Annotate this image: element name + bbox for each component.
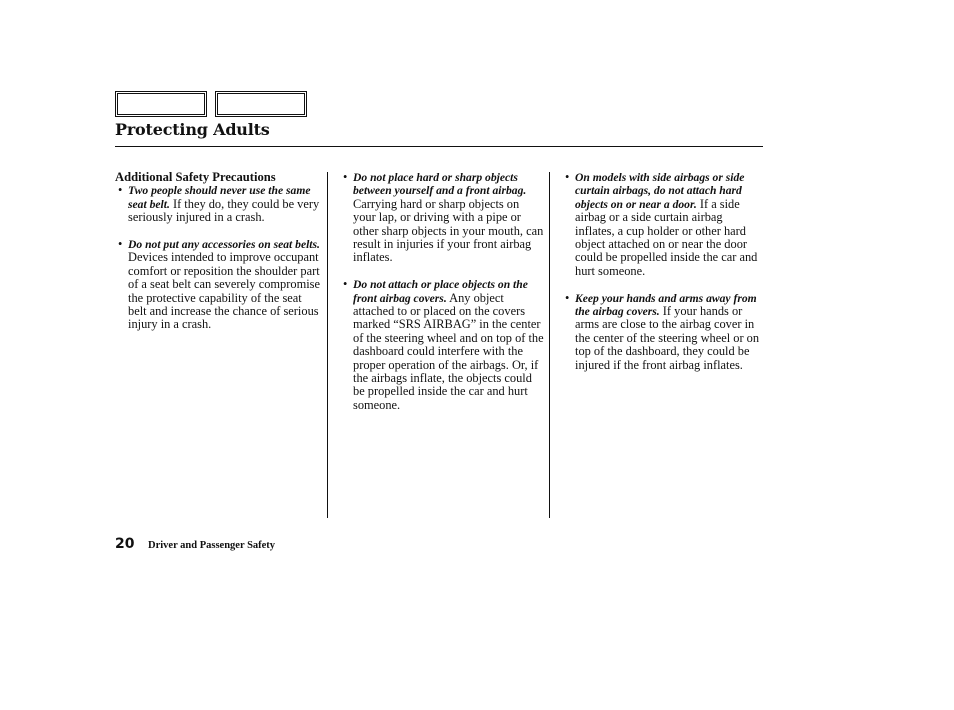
nav-tab-box-2[interactable] <box>215 91 307 117</box>
bullet-glyph: • <box>565 290 570 305</box>
bullet-glyph: • <box>118 183 123 198</box>
item-lead: Keep your hands and arms away from the airbag covers. <box>575 291 757 319</box>
item-lead: On models with side airbags or side curtain airbags, do not attach hard objects on or near a door. <box>575 171 745 211</box>
text-column-2 <box>340 171 544 426</box>
column-divider-1 <box>327 172 328 518</box>
item-text: Carrying hard or sharp objects on your lap, or driving with a pipe or other sharp objects in your mouth, can result in injuries if your front airbag inflates. <box>353 196 544 265</box>
bullet-glyph: • <box>118 237 123 252</box>
page-number: 20 <box>115 536 135 552</box>
list-item <box>340 278 544 412</box>
list-item <box>562 171 764 278</box>
bullet-glyph: • <box>565 170 570 184</box>
title-underline-rule <box>115 146 763 147</box>
section-heading: Additional Safety Precautions <box>115 170 276 184</box>
item-text: If your hands or arms are close to the airbag cover in the center of the steering wheel or on top of the dashboard, they could be injured if the front airbag inflates. <box>575 304 760 372</box>
item-text: Any object attached to or placed on the covers marked “SRS AIRBAG” in the center of the steering wheel and on top of the dashboard could interfere with the proper operation of the airbags. Or, if the airbags inflate, the objects could be propelled inside the car and hurt someone. <box>353 290 544 412</box>
item-lead: Two people should never use the same seat belt. <box>128 184 311 211</box>
text-column-3 <box>562 171 764 385</box>
item-text: If a side airbag or a side curtain airbag inflates, a cup holder or other hard object attached on or near the door could be propelled inside the car and hurt someone. <box>575 196 758 278</box>
list-item <box>115 238 321 332</box>
list-item <box>340 171 544 265</box>
bullet-glyph: • <box>343 170 348 184</box>
item-text: Devices intended to improve occupant comfort or reposition the shoulder part of a seat belt can severely compromise the protective capability of the seat belt and increase the chance of serious injury in a crash. <box>128 250 320 332</box>
column-divider-2 <box>549 172 550 518</box>
item-lead: Do not place hard or sharp objects between yourself and a front airbag. <box>353 171 527 198</box>
item-text: If they do, they could be very seriously injured in a crash. <box>128 196 320 225</box>
list-item <box>115 184 321 224</box>
list-item <box>562 292 764 372</box>
page-title: Protecting Adults <box>115 120 270 139</box>
item-lead: Do not attach or place objects on the front airbag covers. <box>353 278 528 305</box>
nav-tab-box-1[interactable] <box>115 91 207 117</box>
text-column-1 <box>115 171 321 345</box>
bullet-glyph: • <box>343 277 348 292</box>
section-name: Driver and Passenger Safety <box>148 540 276 551</box>
item-lead: Do not put any accessories on seat belts. <box>128 238 320 252</box>
